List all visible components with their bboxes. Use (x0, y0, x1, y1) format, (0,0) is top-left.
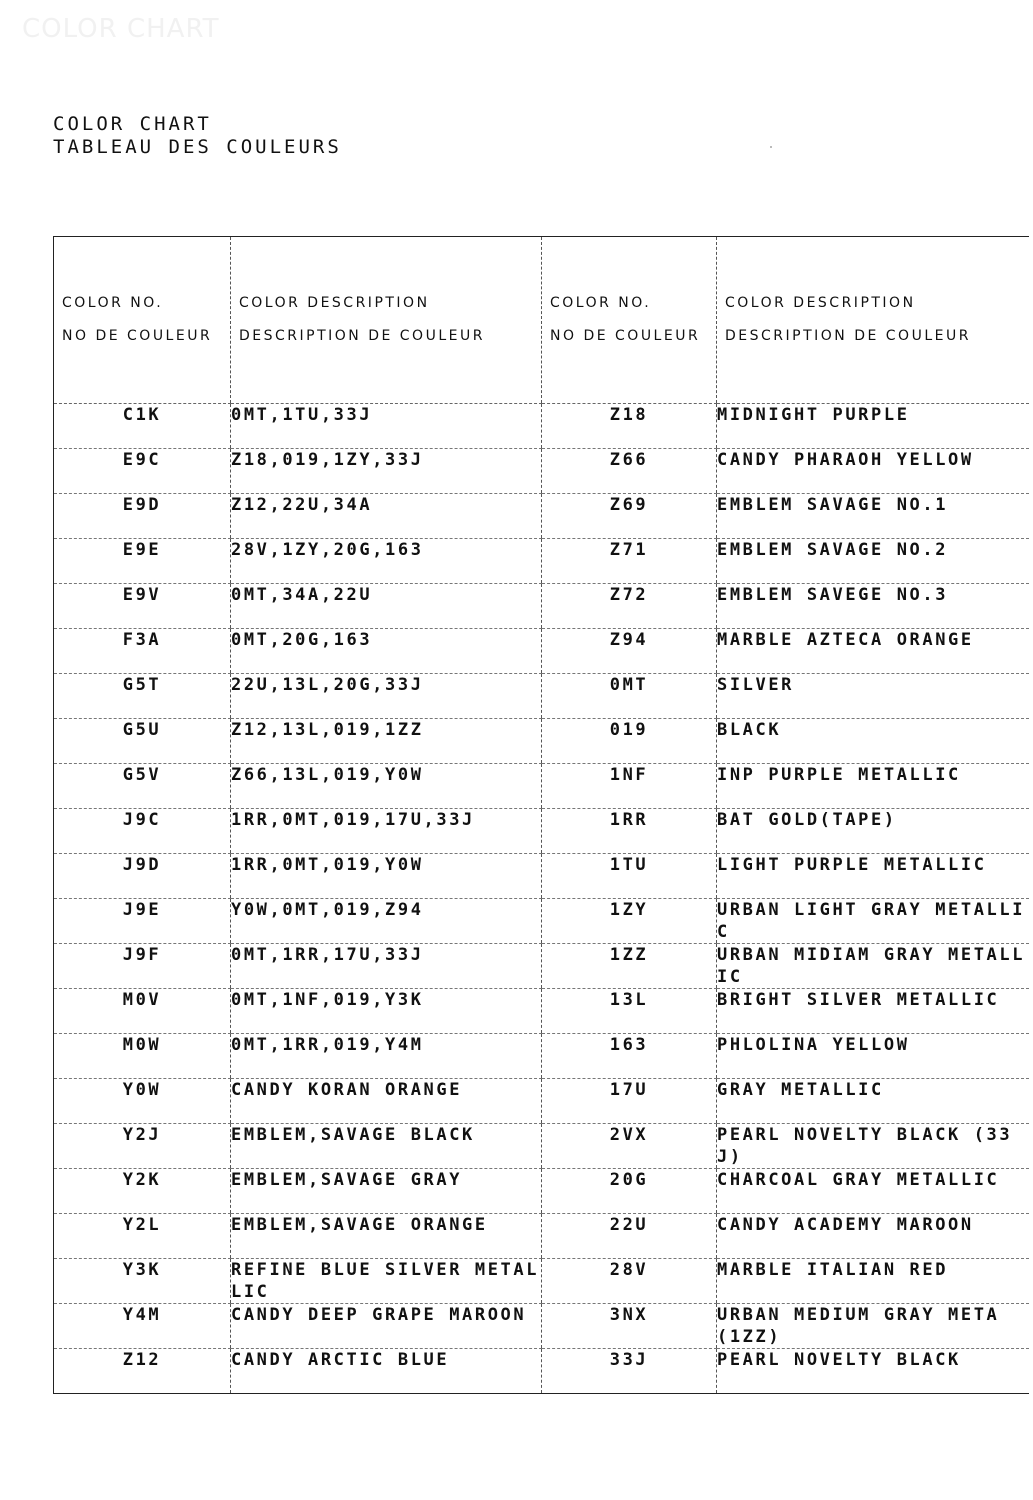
header-label-en: COLOR NO. (62, 295, 164, 311)
color-description-left: EMBLEM,SAVAGE ORANGE (231, 1214, 542, 1259)
color-code-right: 0MT (542, 674, 717, 719)
color-code-left: E9V (54, 584, 231, 629)
color-description-right: GRAY METALLIC (717, 1079, 1029, 1124)
color-description-right: BLACK (717, 719, 1029, 764)
color-description-left: 1RR,0MT,019,Y0W (231, 854, 542, 899)
color-code-left: E9E (54, 539, 231, 584)
color-description-left: 0MT,1NF,019,Y3K (231, 989, 542, 1034)
header-color-desc-left (231, 237, 542, 404)
table-row (54, 764, 1029, 809)
table-row (54, 1214, 1029, 1259)
header-label-en: COLOR DESCRIPTION (725, 295, 916, 311)
table-row (54, 989, 1029, 1034)
color-description-left: 22U,13L,20G,33J (231, 674, 542, 719)
table-row (54, 944, 1029, 989)
color-code-left: J9E (54, 899, 231, 944)
header-label-fr: NO DE COULEUR (550, 328, 701, 344)
header-label-en: COLOR DESCRIPTION (239, 295, 430, 311)
table-row (54, 899, 1029, 944)
table-row (54, 674, 1029, 719)
color-code-left: G5T (54, 674, 231, 719)
color-description-right: LIGHT PURPLE METALLIC (717, 854, 1029, 899)
table-row (54, 809, 1029, 854)
color-description-left: EMBLEM,SAVAGE GRAY (231, 1169, 542, 1214)
table-row (54, 1304, 1029, 1349)
table-row (54, 1124, 1029, 1169)
table-row (54, 629, 1029, 674)
color-code-right: Z94 (542, 629, 717, 674)
color-description-left: 28V,1ZY,20G,163 (231, 539, 542, 584)
color-code-right: Z69 (542, 494, 717, 539)
color-code-right: Z72 (542, 584, 717, 629)
faint-header-watermark: COLOR CHART (22, 14, 220, 44)
color-code-left: G5V (54, 764, 231, 809)
color-code-left: F3A (54, 629, 231, 674)
color-description-right: EMBLEM SAVEGE NO.3 (717, 584, 1029, 629)
color-code-right: Z66 (542, 449, 717, 494)
color-code-right: 2VX (542, 1124, 717, 1169)
color-description-right: PHLOLINA YELLOW (717, 1034, 1029, 1079)
color-code-left: J9F (54, 944, 231, 989)
color-description-right: CANDY ACADEMY MAROON (717, 1214, 1029, 1259)
color-description-right: MARBLE AZTECA ORANGE (717, 629, 1029, 674)
table-row (54, 539, 1029, 584)
color-description-left: CANDY ARCTIC BLUE (231, 1349, 542, 1394)
color-description-left: Z12,22U,34A (231, 494, 542, 539)
color-code-right: 17U (542, 1079, 717, 1124)
color-description-right: URBAN MEDIUM GRAY META (1ZZ) (717, 1304, 1029, 1349)
color-description-left: 0MT,1TU,33J (231, 404, 542, 449)
color-description-left: 0MT,1RR,019,Y4M (231, 1034, 542, 1079)
color-code-right: 22U (542, 1214, 717, 1259)
color-description-right: MARBLE ITALIAN RED (717, 1259, 1029, 1304)
color-description-left: Z66,13L,019,Y0W (231, 764, 542, 809)
color-code-right: 33J (542, 1349, 717, 1394)
color-code-left: M0W (54, 1034, 231, 1079)
table-row (54, 449, 1029, 494)
color-code-left: Z12 (122, 1350, 162, 1370)
color-code-right: 019 (542, 719, 717, 764)
header-color-no-right (542, 237, 717, 404)
table-row (54, 854, 1029, 899)
header-color-no-left (54, 237, 231, 404)
color-code-right: 1ZY (542, 899, 717, 944)
color-description-left: 1RR,0MT,019,17U,33J (231, 809, 542, 854)
color-description-right: SILVER (717, 674, 1029, 719)
document-title (53, 113, 342, 159)
color-description-right: BRIGHT SILVER METALLIC (717, 989, 1029, 1034)
color-description-left: 0MT,1RR,17U,33J (231, 944, 542, 989)
table-row (54, 494, 1029, 539)
table-row (54, 404, 1029, 449)
color-description-right: CHARCOAL GRAY METALLIC (717, 1169, 1029, 1214)
color-description-right: PEARL NOVELTY BLACK (717, 1349, 1029, 1394)
color-code-right: 3NX (542, 1304, 717, 1349)
color-code-right: 28V (542, 1259, 717, 1304)
color-description-right: PEARL NOVELTY BLACK (33J) (717, 1124, 1029, 1169)
color-code-left: J9C (54, 809, 231, 854)
table-header-row (54, 237, 1029, 404)
color-code-right: 1TU (542, 854, 717, 899)
color-code-right: 1NF (542, 764, 717, 809)
color-description-left: REFINE BLUE SILVER METALLIC (231, 1259, 542, 1304)
header-label-fr: DESCRIPTION DE COULEUR (725, 328, 971, 344)
header-label-fr: DESCRIPTION DE COULEUR (239, 328, 485, 344)
color-code-left: Y2J (54, 1124, 231, 1169)
color-description-left: Z18,019,1ZY,33J (231, 449, 542, 494)
color-description-right: CANDY PHARAOH YELLOW (717, 449, 1029, 494)
color-description-right: URBAN LIGHT GRAY METALLIC (717, 899, 1029, 944)
color-code-left: Y0W (54, 1079, 231, 1124)
color-code-left: M0V (54, 989, 231, 1034)
color-code-right: 20G (542, 1169, 717, 1214)
color-description-right: BAT GOLD(TAPE) (717, 809, 1029, 854)
color-description-left: 0MT,20G,163 (231, 629, 542, 674)
table-row (54, 1259, 1029, 1304)
header-color-desc-right (717, 237, 1029, 404)
color-description-right: URBAN MIDIAM GRAY METALLIC (717, 944, 1029, 989)
header-label-en: COLOR NO. (550, 295, 652, 311)
table-row (54, 1034, 1029, 1079)
color-code-left: G5U (54, 719, 231, 764)
color-code-right: 1RR (542, 809, 717, 854)
table-row (54, 584, 1029, 629)
color-code-right: 1ZZ (542, 944, 717, 989)
color-description-left: CANDY KORAN ORANGE (231, 1079, 542, 1124)
color-code-left: Y3K (54, 1259, 231, 1304)
color-description-left: CANDY DEEP GRAPE MAROON (231, 1304, 542, 1349)
color-code-left: Y2L (54, 1214, 231, 1259)
table-row (54, 1349, 1029, 1394)
table-body (54, 404, 1029, 1394)
color-code-left: Y2K (54, 1169, 231, 1214)
color-code-left: E9D (54, 494, 231, 539)
table-row (54, 1169, 1029, 1214)
header-label-fr: NO DE COULEUR (62, 328, 213, 344)
color-description-right: EMBLEM SAVAGE NO.2 (717, 539, 1029, 584)
color-code-right: 163 (542, 1034, 717, 1079)
color-description-left: Z12,13L,019,1ZZ (231, 719, 542, 764)
color-chart-table (53, 236, 1029, 1394)
color-code-left: Y4M (54, 1304, 231, 1349)
color-description-left: Y0W,0MT,019,Z94 (231, 899, 542, 944)
color-description-left: EMBLEM,SAVAGE BLACK (231, 1124, 542, 1169)
title-french: TABLEAU DES COULEURS (53, 136, 342, 158)
table-row (54, 719, 1029, 764)
color-description-right: MIDNIGHT PURPLE (717, 404, 1029, 449)
color-description-left: 0MT,34A,22U (231, 584, 542, 629)
color-code-right: 13L (542, 989, 717, 1034)
color-description-right: EMBLEM SAVAGE NO.1 (717, 494, 1029, 539)
title-english: COLOR CHART (53, 113, 212, 135)
table-row (54, 1079, 1029, 1124)
color-code-left: C1K (54, 404, 231, 449)
color-description-right: INP PURPLE METALLIC (717, 764, 1029, 809)
color-code-right: Z18 (542, 404, 717, 449)
scan-speck (770, 146, 772, 148)
color-code-right: Z71 (542, 539, 717, 584)
color-code-left: E9C (54, 449, 231, 494)
color-code-left: J9D (54, 854, 231, 899)
